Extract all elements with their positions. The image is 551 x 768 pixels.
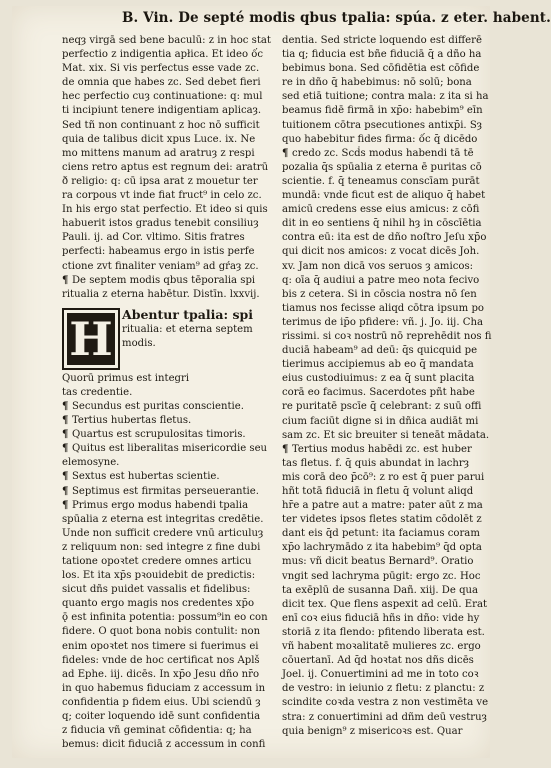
line-text: De septem modis qbus tēporalia spi — [71, 274, 256, 286]
text-line — [282, 457, 490, 471]
line-text: ctione zvt finaliter veniam⁹ ad gŕaȝ zc. — [62, 260, 259, 272]
line-text: bebimus bona. Sed cōfidētia est cōfide — [282, 63, 480, 75]
line-text: stra: z conuertimini ad dñm deū vestruȝ — [282, 711, 487, 723]
text-line — [62, 203, 270, 217]
line-text: quia benign⁹ z misericoꝛs est. Quar — [282, 725, 463, 737]
line-text: beamus fidē firmā in xp̄o: habebim⁹ eīn — [282, 105, 483, 117]
text-line — [62, 62, 270, 76]
text-line — [282, 598, 490, 612]
text-line — [282, 400, 490, 414]
line-text: Secundus est puritas conscientie. — [71, 400, 244, 412]
text-line — [282, 302, 490, 316]
text-line — [62, 625, 270, 639]
text-line — [282, 133, 490, 147]
line-text: xv. Jam non dicā vos seruos ȝ amicos: — [282, 260, 474, 272]
line-text: q: oīa q̄ audiui a patre meo nota fecivo — [282, 274, 480, 286]
line-text: enim opoꝛtet nos timere si fuerimus ei — [62, 640, 259, 652]
line-text: quo habebitur fides firma: ốc q̄ dicēdo — [282, 133, 478, 145]
line-text: dentia. Sed stricte loquendo est differē — [282, 35, 482, 46]
text-line — [282, 668, 490, 682]
text-line — [282, 231, 490, 245]
text-line — [282, 217, 490, 231]
line-text: Primus ergo modus habendi tpalia — [71, 499, 249, 511]
line-text: los. Et ita xp̄s pꝛouidebit de predictis: — [62, 570, 256, 582]
text-line — [282, 682, 490, 696]
text-line — [282, 386, 490, 400]
chapter-line: modis. — [122, 337, 156, 349]
left-column-top-text — [62, 34, 270, 302]
text-line — [62, 34, 270, 48]
chapter-line: Abentur tpalia: spi — [122, 306, 253, 322]
text-line — [282, 541, 490, 555]
text-line — [282, 555, 490, 569]
line-text: ritualia z eterna habētur. Distīn. lxxvij. — [62, 288, 260, 300]
line-text: mis corā deo p̄cō⁹: z ro est q̄ puer parui — [282, 471, 485, 483]
text-line — [62, 161, 270, 175]
text-line — [282, 711, 490, 725]
line-text: tuitionem cōtra psecutiones antixp̄i. Sȝ — [282, 119, 483, 131]
line-text: Unde non sufficit credere vnū articuluȝ — [62, 527, 264, 539]
text-line — [62, 738, 270, 752]
text-line — [62, 217, 270, 231]
line-text: Tertius modus habēdi zc. est huber — [291, 443, 472, 455]
text-line — [282, 471, 490, 485]
line-text: de vestro: in ieiunio z fletu: z planctu: z — [282, 683, 485, 695]
line-text: ta exēplū de susanna Dañ. xiij. De qua — [282, 584, 479, 596]
text-line — [282, 358, 490, 372]
text-line — [62, 470, 270, 484]
text-line — [62, 119, 270, 133]
text-line — [282, 330, 490, 344]
text-line — [282, 725, 490, 739]
text-line — [62, 555, 270, 569]
text-line — [282, 104, 490, 118]
paragraph-mark: ¶ — [62, 499, 72, 511]
text-line — [62, 569, 270, 583]
text-line — [282, 584, 490, 598]
line-text: dant eis q̄d petunt: ita faciamus coram — [282, 528, 480, 540]
text-line — [62, 583, 270, 597]
line-text: ciens retro aptus est regnum dei: aratrū — [62, 161, 269, 173]
line-text: tatione opoꝛtet credere omnes articu — [62, 556, 252, 567]
text-line — [62, 597, 270, 611]
text-line — [282, 443, 490, 457]
line-text: z reliquum non: sed integre z fine dubi — [62, 541, 261, 553]
line-text: qui dicit nos amicos: z vocat dicēs Joh. — [282, 246, 480, 258]
line-text: de omnia que habes zc. Sed debet fieri — [62, 77, 261, 89]
text-line — [62, 288, 270, 302]
line-text: q; coiter loquendo idē sunt confidentia — [62, 711, 261, 723]
line-text: In his ergo stat perfectio. Et ideo si quis — [62, 204, 268, 216]
text-line — [282, 147, 490, 161]
line-text: bemus: dicit fiduciā z accessum in confi — [62, 739, 266, 751]
text-line — [282, 654, 490, 668]
line-text: fideles: vnde de hoc certificat nos Aplš — [62, 654, 260, 666]
line-text: Sed tñ non continuant z hoc nō sufficit — [62, 119, 260, 131]
text-line — [62, 104, 270, 118]
line-text: hr̄e a patre aut a matre: pater aūt z ma — [282, 500, 483, 512]
line-text: sam zc. Et sic breuiter si teneāt mādata. — [282, 429, 490, 441]
line-text: perfectio z indigentia apłica. Et ideo ốc — [62, 49, 264, 61]
text-line — [282, 274, 490, 288]
line-text: mo mittens manum ad aratruȝ z respi — [62, 147, 255, 159]
decorated-initial-h: H — [62, 308, 120, 370]
line-text: dit in eo sentiens q̄ nihil hȝ in cōscīētia — [282, 218, 482, 230]
line-text: amicū credens esse eius amicus: z cōfi — [282, 204, 480, 216]
line-text: pozalia q̄s spūalia z eterna ē puritas cō — [282, 161, 482, 173]
text-line — [62, 147, 270, 161]
text-line — [282, 344, 490, 358]
line-text: Tertius hubertas fletus. — [71, 415, 192, 427]
text-line — [282, 189, 490, 203]
running-header: B. Vin. De septé modis qbus tpalia: spúa. z eter. habent. — [122, 10, 551, 26]
paragraph-mark: ¶ — [62, 415, 72, 427]
line-text: quia de talibus dicit xpus Luce. ix. Ne — [62, 133, 256, 145]
chapter-opening-lines — [122, 306, 272, 351]
text-line — [282, 260, 490, 274]
line-text: Pauli. ij. ad Cor. vltimo. Sitis fratres — [62, 232, 245, 244]
text-line — [282, 76, 490, 90]
line-text: hec perfectio cuȝ continuatione: q: mul — [62, 91, 263, 103]
line-text: Joel. ij. Conuertimini ad me in toto coꝛ — [282, 669, 479, 681]
line-text: ra corpous vt inde fiat fruct⁹ in celo zc. — [62, 190, 262, 202]
left-column — [62, 34, 270, 752]
text-line — [282, 175, 490, 189]
line-text: ad Ephe. iij. dicēs. In xp̄o Jesu dño nr̄o — [62, 668, 260, 680]
text-line — [62, 499, 270, 513]
line-text: ter videtes ipsos fletes statim cōdolēt z — [282, 514, 482, 526]
left-column-bottom-text — [62, 372, 270, 753]
text-line — [282, 640, 490, 654]
text-line — [282, 161, 490, 175]
line-text: rissimi. si coꝛ nostrū nō reprehēdit nos fi — [282, 330, 492, 342]
line-text: corā eo facimus. Sacerdotes pñt habe — [282, 387, 475, 399]
text-line — [62, 710, 270, 724]
line-text: neqȝ virgā sed bene baculū: z in hoc stat — [62, 35, 271, 46]
text-line — [62, 386, 270, 400]
line-text: cium faciūt digne si in dñica audiāt mi — [282, 415, 479, 427]
text-line — [282, 372, 490, 386]
line-text: storiā z ita flendo: pfitendo liberata est. — [282, 626, 485, 638]
line-text: tas fletus. f. q̄ quis abundat in lachrȝ — [282, 457, 470, 469]
line-text: credo zc. Scḋs modus habendi tā tē — [291, 147, 474, 159]
line-text: spūalia z eterna est integritas credētie. — [62, 513, 264, 525]
text-line — [282, 696, 490, 710]
line-text: z fiducia vñ geminat cōfidentia: q; ha — [62, 725, 252, 737]
text-line — [282, 316, 490, 330]
text-line — [62, 189, 270, 203]
text-line — [62, 456, 270, 470]
line-text: re puritatē pscīe q̄ celebrant: z suū offi — [282, 401, 482, 413]
line-text: enī coꝛ eius fiduciā hñs in dño: vide hy — [282, 612, 480, 624]
text-line — [62, 175, 270, 189]
chapter-line: ritualia: et eterna septem — [122, 323, 253, 335]
text-line — [282, 429, 490, 443]
line-text: re in dño q̄ habebimus: nō solū; bona — [282, 77, 472, 89]
line-text: tierimus accipiemus ab eo q̄ mandata — [282, 359, 474, 371]
line-text: in quo habemus fiduciam z accessum in — [62, 682, 266, 694]
text-line — [282, 203, 490, 217]
line-text: quanto ergo magis nos credentes xp̄o — [62, 598, 255, 610]
text-line — [282, 48, 490, 62]
chapter-opening — [62, 306, 270, 370]
text-line — [282, 499, 490, 513]
text-line — [62, 682, 270, 696]
text-line — [62, 428, 270, 442]
text-line — [62, 513, 270, 527]
text-line — [62, 48, 270, 62]
text-line — [62, 133, 270, 147]
paragraph-mark: ¶ — [62, 274, 72, 286]
text-line — [282, 245, 490, 259]
text-line — [62, 696, 270, 710]
text-line — [282, 612, 490, 626]
line-text: scientie. f. q̄ teneamus conscīam purāt — [282, 175, 480, 187]
line-text: eius custodiuimus: z ea q̄ sunt placita — [282, 373, 475, 385]
line-text: Quitus est liberalitas misericordie seu — [71, 443, 268, 455]
text-line — [282, 415, 490, 429]
text-line — [62, 611, 270, 625]
line-text: mus: vñ dicit beatus Bernard⁹. Oratio — [282, 556, 474, 568]
text-line — [62, 260, 270, 274]
text-line — [282, 485, 490, 499]
text-line — [62, 414, 270, 428]
line-text: tia q; fiducia est bñe fiduciā q̄ a dño ha — [282, 49, 482, 61]
paragraph-mark: ¶ — [62, 429, 72, 441]
text-line — [62, 668, 270, 682]
text-line — [62, 654, 270, 668]
line-text: Quartus est scrupulositas timoris. — [71, 429, 246, 441]
text-line — [282, 570, 490, 584]
text-line — [62, 400, 270, 414]
line-text: Septimus est firmitas perseuerantie. — [71, 485, 259, 497]
text-line — [62, 640, 270, 654]
line-text: habuerit istos gradus tenebit consiliuȝ — [62, 218, 259, 230]
line-text: sed etiā tuitione; contra mala: z ita si ha — [282, 91, 489, 103]
line-text: dicit tex. Que flens aspexit ad celū. Erat — [282, 598, 488, 610]
line-text: sicut dñs puidet vassalis et fidelibus: — [62, 584, 251, 596]
line-text: Mat. xix. Si vis perfectus esse vade zc. — [62, 63, 260, 75]
text-line — [62, 527, 270, 541]
text-line — [282, 527, 490, 541]
line-text: Sextus est hubertas scientie. — [71, 471, 220, 483]
right-column-text — [282, 34, 490, 739]
line-text: confidentia p fidem eius. Ubi sciendū ȝ — [62, 696, 261, 708]
text-line — [282, 513, 490, 527]
line-text: tas credentie. — [62, 386, 133, 398]
line-text: vngit sed lachryma pūgit: ergo zc. Hoc — [282, 570, 481, 582]
line-text: perfecti: habeamus ergo in istis perfe — [62, 246, 255, 258]
line-text: xp̄o lachrymādo z ita habebim⁹ q̄d opta — [282, 542, 482, 554]
text-line — [62, 231, 270, 245]
right-column — [282, 34, 490, 739]
text-line — [62, 245, 270, 259]
text-line — [282, 90, 490, 104]
line-text: scindite coꝛda vestra z non vestimēta ve — [282, 697, 489, 709]
text-line — [62, 372, 270, 386]
paragraph-mark: ¶ — [282, 147, 292, 159]
text-line — [62, 274, 270, 288]
paragraph-mark: ¶ — [62, 400, 72, 412]
line-text: ð religio: q: cū ipsa arat z mouetur ter — [62, 175, 258, 187]
line-text: vñ habent moꝛalitatē mulieres zc. ergo — [282, 641, 481, 653]
line-text: bis z cetera. Si in cōscia nostra nō ſen — [282, 288, 477, 300]
text-line — [62, 541, 270, 555]
line-text: ǭ est infinita potentia: possum⁹in eo con — [62, 612, 268, 624]
text-line — [62, 442, 270, 456]
text-line — [282, 62, 490, 76]
line-text: tiamus nos fecisse aliqd cōtra ipsum po — [282, 302, 484, 314]
book-page — [12, 6, 551, 758]
text-line — [282, 34, 490, 48]
line-text: fidere. O quot bona nobis contulit: non — [62, 626, 261, 638]
text-line — [62, 485, 270, 499]
paragraph-mark: ¶ — [62, 443, 72, 455]
paragraph-mark: ¶ — [62, 471, 72, 483]
paragraph-mark: ¶ — [62, 485, 72, 497]
line-text: hñt totā fiduciā in fletu q̄ volunt aliqd — [282, 486, 474, 497]
text-line — [282, 119, 490, 133]
line-text: ti incipiunt tenere indigentiam aplicaȝ. — [62, 105, 262, 117]
text-line — [62, 76, 270, 90]
text-line — [282, 288, 490, 302]
line-text: cōuertanī. Ad q̄d hoꝛtat nos dñs dicēs — [282, 655, 474, 667]
paragraph-mark: ¶ — [282, 443, 292, 455]
line-text: terimus de ip̄o pfidere: vñ. j. Jo. iij. Cha — [282, 316, 483, 328]
line-text: Quorū primus est integri — [62, 372, 190, 384]
line-text: duciā habeam⁹ ad deū: q̄s quicquid pe — [282, 345, 478, 357]
line-text: contra eū: ita est de dño noſtro Jeſu xp̄o — [282, 232, 487, 244]
text-line — [282, 626, 490, 640]
text-line — [62, 90, 270, 104]
line-text: elemosyne. — [62, 457, 120, 469]
line-text: mundā: vnde ficut est de aliquo q̄ habet — [282, 190, 486, 202]
text-line — [62, 724, 270, 738]
